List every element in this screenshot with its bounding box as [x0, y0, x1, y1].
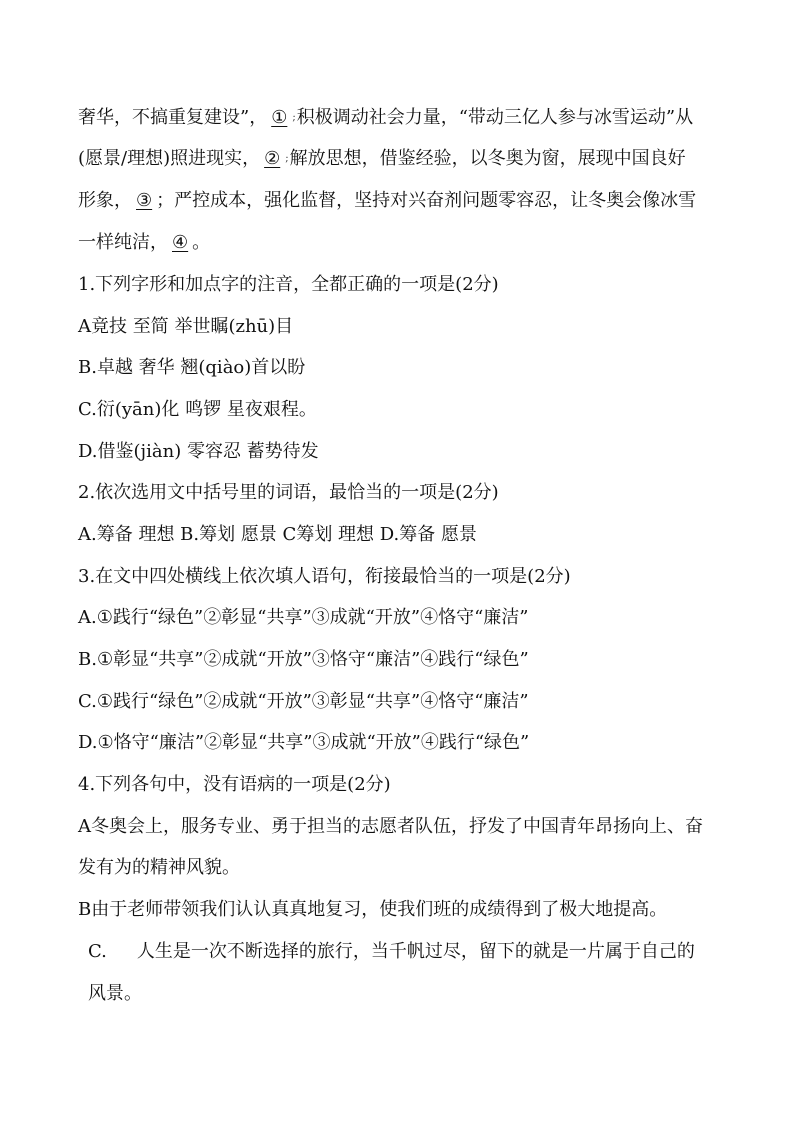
question-4-option-c-line-1 [88, 940, 695, 964]
question-3-stem: 3.在文中四处横线上依次填人语句，衔接最恰当的一项是(2分) [78, 566, 571, 587]
question-1-stem: 1.下列字形和加点字的注音，全都正确的一项是(2分) [78, 274, 499, 295]
question-4-option-c-line-2: 风景。 [88, 983, 142, 1004]
blank-4: ④ [172, 232, 189, 253]
passage-text: ；严控成本，强化监督，坚持对兴奋剂问题零容忍，让冬奥会像冰雪 [156, 190, 697, 211]
question-3-option-a: A.①践行“绿色”②彰显“共享”③成就“开放”④恪守“廉洁” [78, 607, 529, 628]
question-1-option-a: A竟技 至简 举世瞩(zhū)目 [78, 316, 294, 337]
punct-mark: ; [285, 153, 289, 164]
question-4-stem: 4.下列各句中，没有语病的一项是(2分) [78, 774, 391, 795]
option-text: 人生是一次不断选择的旅行，当千帆过尽，留下的就是一片属于自己的 [136, 941, 695, 962]
question-2-options: A.筹备 理想 B.筹划 愿景 C筹划 理想 D.筹备 愿景 [78, 524, 478, 545]
passage-line-1 [78, 106, 693, 130]
punct-mark: ; [292, 112, 296, 123]
passage-line-2 [78, 147, 686, 171]
question-3-option-c: C.①践行“绿色”②成就“开放”③彰显“共享”④恪守“廉洁” [78, 691, 529, 712]
blank-1: ① [271, 107, 288, 128]
question-4-option-a-line-2: 发有为的精神风貌。 [78, 857, 240, 878]
question-4-option-b: B由于老师带领我们认认真真地复习，使我们班的成绩得到了极大地提高。 [78, 899, 668, 920]
passage-text: 奢华，不搞重复建设”， [78, 107, 268, 128]
blank-2: ② [264, 148, 281, 169]
passage-text: 形象， [78, 190, 132, 211]
question-3-option-b: B.①彰显“共享”②成就“开放”③恪守“廉洁”④践行“绿色” [78, 649, 529, 670]
passage-line-4 [78, 231, 210, 255]
option-label: C. [88, 941, 107, 962]
question-1-option-b: B.卓越 奢华 翘(qiào)首以盼 [78, 357, 306, 378]
passage-text: 解放思想，借鉴经验，以冬奥为窗，展现中国良好 [289, 148, 686, 169]
question-3-option-d: D.①恪守“廉洁”②彰显“共享”③成就“开放”④践行“绿色” [78, 732, 530, 753]
question-1-option-c: C.衍(yān)化 鸣锣 星夜艰程。 [78, 399, 317, 420]
question-2-stem: 2.依次选用文中括号里的词语，最恰当的一项是(2分) [78, 482, 499, 503]
question-1-option-d: D.借鉴(jiàn) 零容忍 蓄势待发 [78, 441, 319, 462]
passage-text: 积极调动社会力量，“带动三亿人参与冰雪运动”从 [296, 107, 694, 128]
passage-text: 。 [192, 232, 211, 253]
question-4-option-a-line-1: A冬奥会上，服务专业、勇于担当的志愿者队伍，抒发了中国青年昂扬向上、奋 [78, 816, 703, 837]
passage-text: (愿景/理想)照进现实， [78, 148, 261, 169]
passage-line-3 [78, 189, 696, 213]
passage-text: 一样纯洁， [78, 232, 168, 253]
blank-3: ③ [136, 190, 153, 211]
